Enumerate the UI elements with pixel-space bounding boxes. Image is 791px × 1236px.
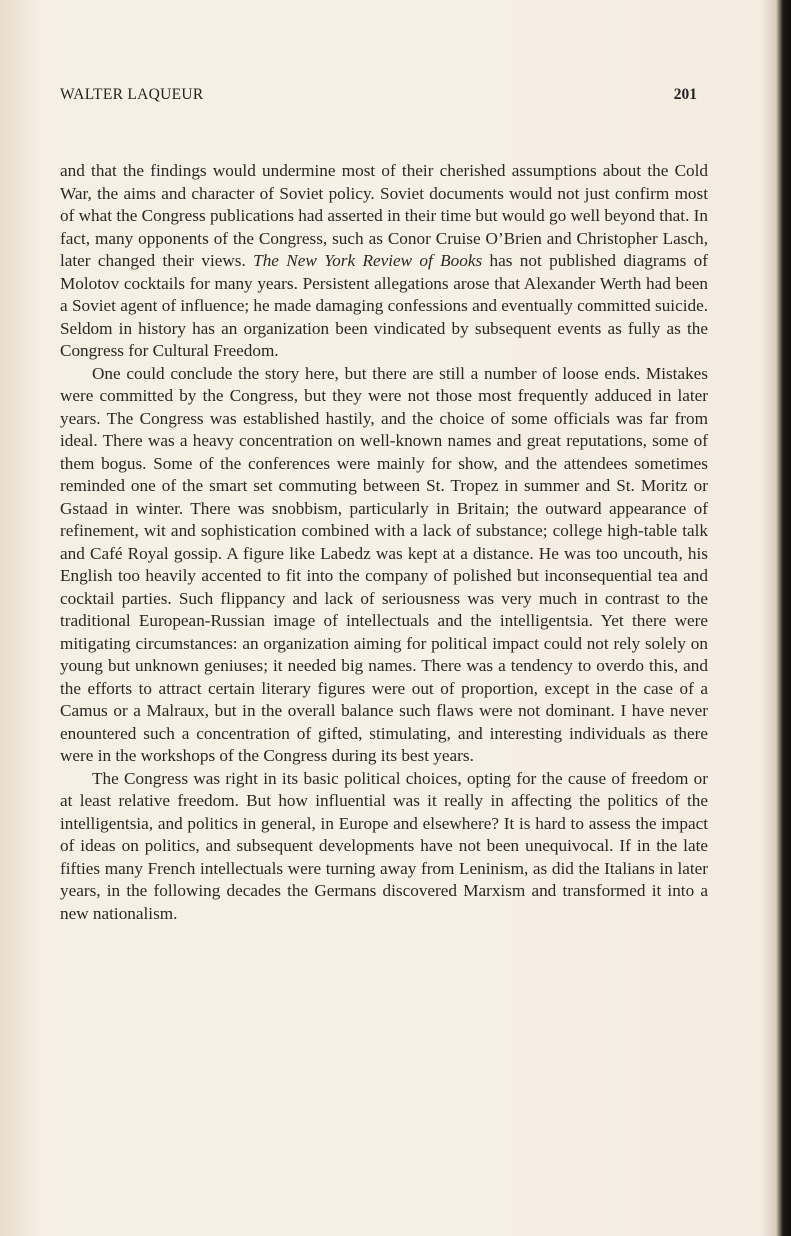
paragraph-3 — [60, 768, 708, 926]
body-text — [60, 160, 708, 925]
paragraph-1-text: and that the findings would undermine most of their cherished assumptions about the Cold War, the aims and character of Soviet policy. Soviet documents would not just confirm most of what the Congress publications had asserted in their time but would go well beyond that. In fact, many opponents of the Congress, such as Conor Cruise O’Brien and Christopher Lasch, later changed their views. — [60, 161, 708, 270]
journal-title: The New York Review of Books — [253, 251, 483, 270]
page-header — [60, 86, 697, 110]
paragraph-2 — [60, 363, 708, 768]
paragraph-3-text: The Congress was right in its basic political choices, opting for the cause of freedom or at least relative freedom. But how influential was it really in affecting the politics of the intelligentsia, and politics in general, in Europe and elsewhere? It is hard to assess the impact of ideas on politics, and subsequent developments have not been unequivocal. If in the late fifties many French intellectuals were turning away from Leninism, as did the Italians in later years, in the following decades the Germans discovered Marxism and transformed it into a new nationalism. — [60, 768, 708, 923]
running-head: WALTER LAQUEUR — [60, 86, 204, 103]
paragraph-2-text: One could conclude the story here, but there are still a number of loose ends. Mistakes were committed by the Congress, but they were not those most frequently adduced in later years. The Congress was established hastily, and the choice of some officials was far from ideal. There was a heavy concentration on well-known names and great reputations, some of them bogus. Some of the conferences were mainly for show, and the attendees sometimes reminded one of the smart set commuting between St. Tropez in summer and St. Moritz or Gstaad in winter. There was snobbism, particularly in Britain; the outward appearance of refinement, wit and sophistication combined with a lack of substance; college high-table talk and Café Royal gossip. A figure like Labedz was kept at a distance. He was too uncouth, his English too heavily accented to fit into the company of polished but inconsequential tea and cocktail parties. Such flippancy and lack of seriousness was very much in contrast to the traditional European-Russian image of intellectuals and the intelligentsia. Yet there were mitigating circumstances: an organization aiming for political impact could not rely solely on young but unknown geniuses; it needed big names. There was a tendency to overdo this, and the efforts to attract certain literary figures were out of proportion, except in the case of a Camus or a Malraux, but in the overall balance such flaws were not dominant. I have never enountered such a concentration of gifted, stimulating, and interesting individuals as there were in the workshops of the Congress during its best years. — [60, 363, 708, 765]
page-number: 201 — [673, 86, 697, 103]
paragraph-1 — [60, 160, 708, 363]
paragraph-1-text-cont: has not published diagrams of Molotov cocktails for many years. Persistent allegations arose that Alexander Werth had been a Soviet agent of influence; he made damaging confessions and eventually committed suicide. Seldom in history has an organization been vindicated by subsequent events as fully as the Congress for Cultural Freedom. — [60, 251, 709, 360]
